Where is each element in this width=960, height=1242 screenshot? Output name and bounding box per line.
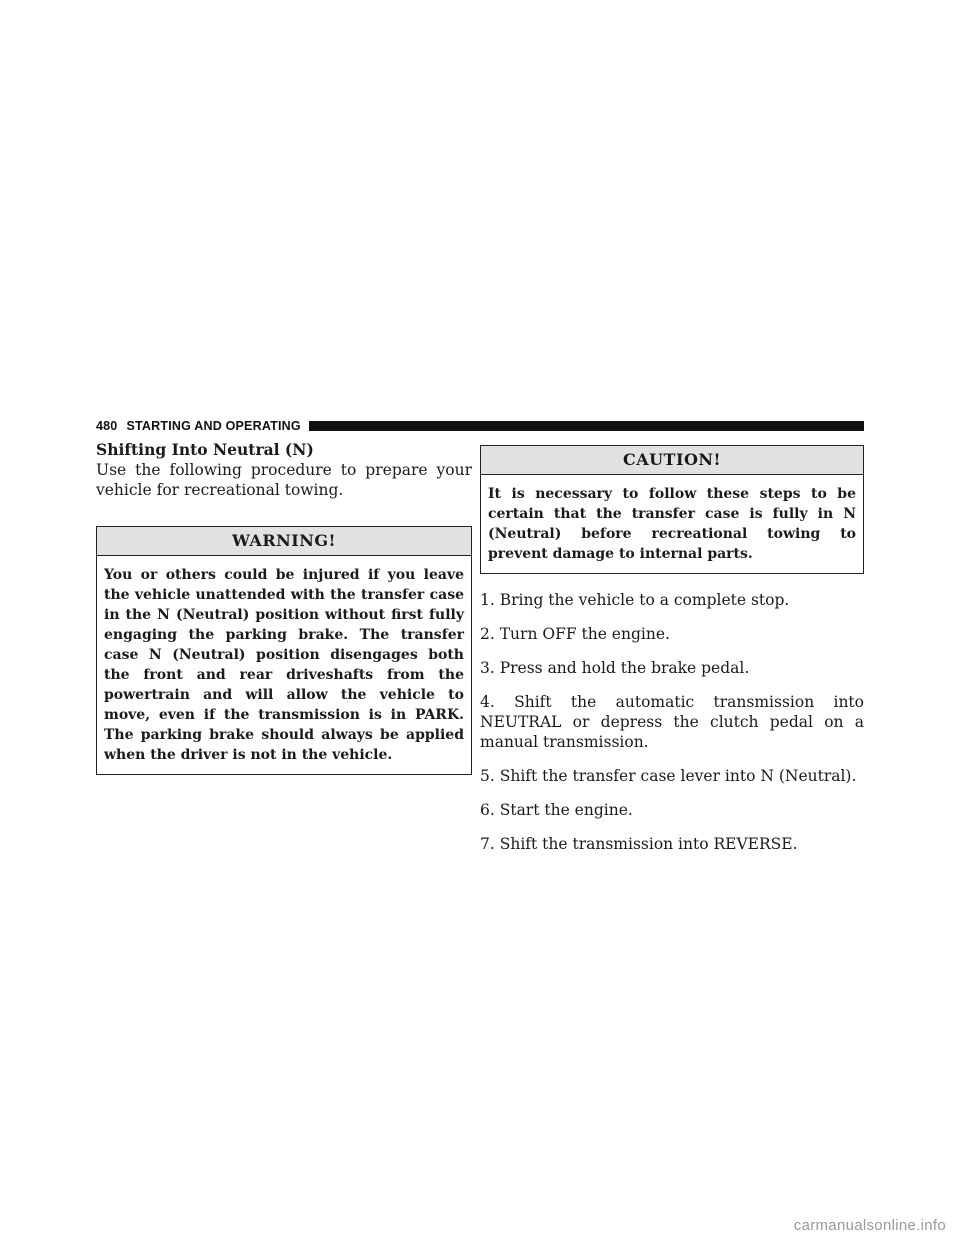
- header-rule: [309, 421, 864, 431]
- left-column: [96, 440, 472, 775]
- step-item: 3. Press and hold the brake pedal.: [480, 659, 750, 677]
- subheading: Shifting Into Neutral (N): [96, 440, 314, 459]
- caution-title: CAUTION!: [481, 446, 863, 475]
- page-number: 480: [96, 419, 118, 433]
- step-item: 2. Turn OFF the engine.: [480, 625, 670, 643]
- right-column: [480, 445, 864, 868]
- warning-title: WARNING!: [97, 527, 471, 556]
- step-item: 7. Shift the transmission into REVERSE.: [480, 835, 798, 853]
- warning-text: You or others could be injured if you leave the vehicle unattended with the transfer case in the N (Neutral) position without first fully engaging the parking brake. The transfer case N (Neutral) position disengages both the front and rear driveshafts from the powertrain and will allow the vehicle to move, even if the transmission is in PARK. The parking brake should always be applied when the driver is not in the vehicle.: [104, 567, 464, 763]
- step-item: 4. Shift the automatic transmission into NEUTRAL or depress the clutch pedal on a manual transmission.: [480, 693, 864, 751]
- steps-list: [480, 590, 864, 854]
- step-item: 6. Start the engine.: [480, 801, 633, 819]
- step-item: 1. Bring the vehicle to a complete stop.: [480, 591, 790, 609]
- page-header: [96, 418, 864, 434]
- watermark: carmanualsonline.info: [793, 1217, 946, 1234]
- section-title: STARTING AND OPERATING: [126, 419, 301, 433]
- step-item: 5. Shift the transfer case lever into N (Neutral).: [480, 767, 857, 785]
- intro-paragraph: Use the following procedure to prepare your vehicle for recreational towing.: [96, 461, 472, 499]
- caution-box: [480, 445, 864, 574]
- caution-text: It is necessary to follow these steps to be certain that the transfer case is fully in N (Neutral) before recreational towing to prevent damage to internal parts.: [488, 486, 856, 562]
- warning-box: [96, 526, 472, 775]
